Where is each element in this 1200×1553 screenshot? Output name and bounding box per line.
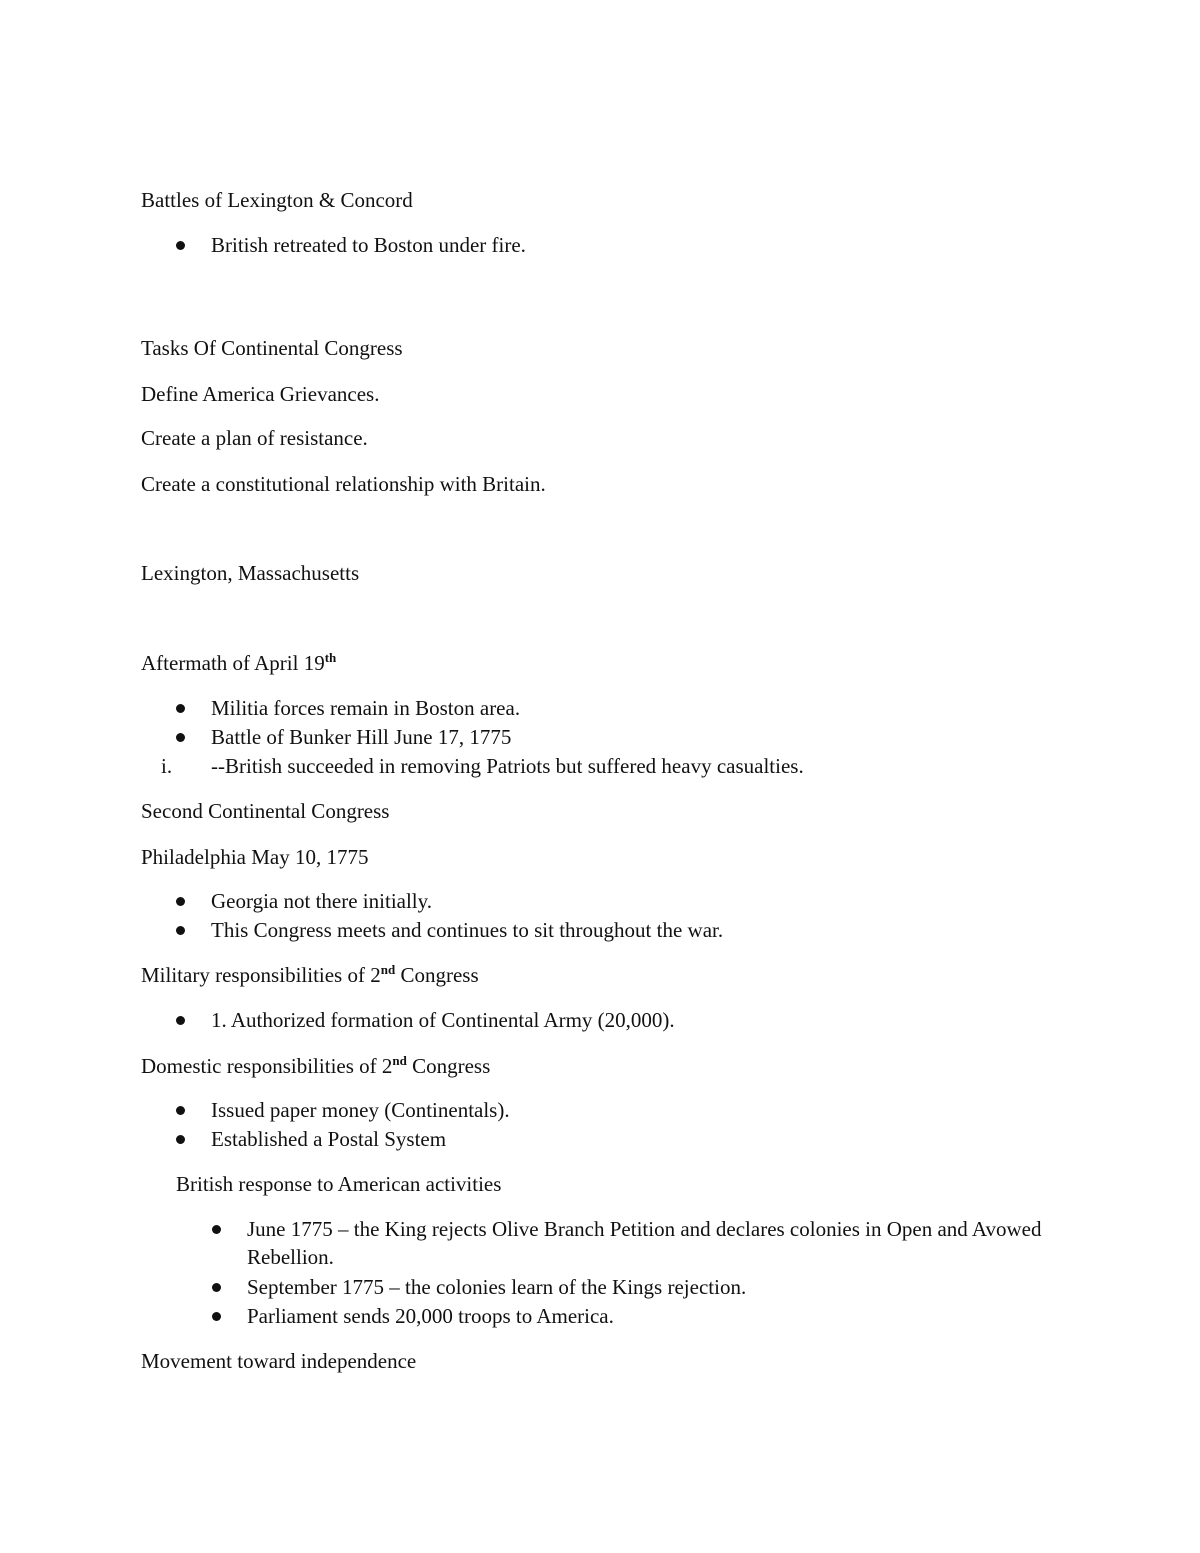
list-item: [247, 1215, 1067, 1271]
list-item-text: Battle of Bunker Hill June 17, 1775: [211, 725, 512, 749]
list-item: [211, 1125, 446, 1153]
heading-aftermath: [141, 649, 336, 680]
list-item-text: British retreated to Boston under fire.: [211, 233, 526, 257]
list-item: [211, 694, 520, 722]
heading-text: Congress: [406, 1054, 491, 1078]
heading-domestic-responsibilities: [141, 1052, 490, 1083]
text-line: Create a plan of resistance.: [141, 426, 368, 450]
heading-military-responsibilities: [141, 961, 479, 992]
list-item: [211, 887, 432, 915]
list-item-text: Militia forces remain in Boston area.: [211, 696, 521, 720]
bullet-icon: [212, 1283, 221, 1292]
list-item-text: --British succeeded in removing Patriots but suffered heavy casualties.: [211, 754, 804, 778]
list-item-text: 1. Authorized formation of Continental Army (20,000).: [211, 1008, 675, 1032]
heading-text: Military responsibilities of 2: [141, 963, 381, 987]
bullet-icon: [176, 1135, 185, 1144]
bullet-icon: [176, 1016, 185, 1025]
bullet-icon: [176, 1106, 185, 1115]
superscript: nd: [392, 1053, 407, 1068]
heading-text: Congress: [395, 963, 479, 987]
bullet-icon: [176, 897, 185, 906]
heading-second-congress: Second Continental Congress: [141, 799, 390, 823]
list-item-text: This Congress meets and continues to sit throughout the war.: [211, 918, 724, 942]
heading-movement-independence: Movement toward independence: [141, 1349, 417, 1373]
text-line: Create a constitutional relationship with Britain.: [141, 472, 546, 496]
heading-text: Aftermath of April 19: [141, 651, 325, 675]
list-item: [211, 1096, 510, 1124]
list-item: [247, 1302, 614, 1330]
bullet-icon: [176, 704, 185, 713]
list-item: [211, 1006, 675, 1034]
heading-text: Domestic responsibilities of 2: [141, 1054, 393, 1078]
bullet-icon: [176, 241, 185, 250]
list-item-text: Established a Postal System: [211, 1127, 447, 1151]
list-item: [211, 723, 511, 751]
list-item-text: Issued paper money (Continentals).: [211, 1098, 510, 1122]
bullet-icon: [212, 1225, 221, 1234]
superscript: th: [324, 650, 337, 665]
bullet-icon: [176, 926, 185, 935]
bullet-icon: [212, 1312, 221, 1321]
heading-lexington-concord: Battles of Lexington & Concord: [141, 188, 413, 212]
list-item: [211, 916, 723, 944]
list-item: [161, 752, 804, 780]
list-item: [211, 231, 526, 259]
list-item-text: June 1775 – the King rejects Olive Branch Petition and declares colonies in Open and Avowed Rebellion.: [247, 1217, 1042, 1269]
list-item-text: Georgia not there initially.: [211, 889, 433, 913]
bullet-icon: [176, 733, 185, 742]
list-item-text: September 1775 – the colonies learn of the Kings rejection.: [247, 1275, 747, 1299]
text-line: Define America Grievances.: [141, 382, 380, 406]
superscript: nd: [380, 962, 396, 977]
roman-numeral-marker: i.: [161, 754, 173, 778]
heading-british-response: British response to American activities: [176, 1172, 502, 1196]
list-item-text: Parliament sends 20,000 troops to America.: [247, 1304, 614, 1328]
heading-lexington-massachusetts: Lexington, Massachusetts: [141, 561, 360, 585]
text-line: Philadelphia May 10, 1775: [141, 845, 369, 869]
list-item: [247, 1273, 746, 1301]
heading-tasks-congress: Tasks Of Continental Congress: [141, 336, 403, 360]
